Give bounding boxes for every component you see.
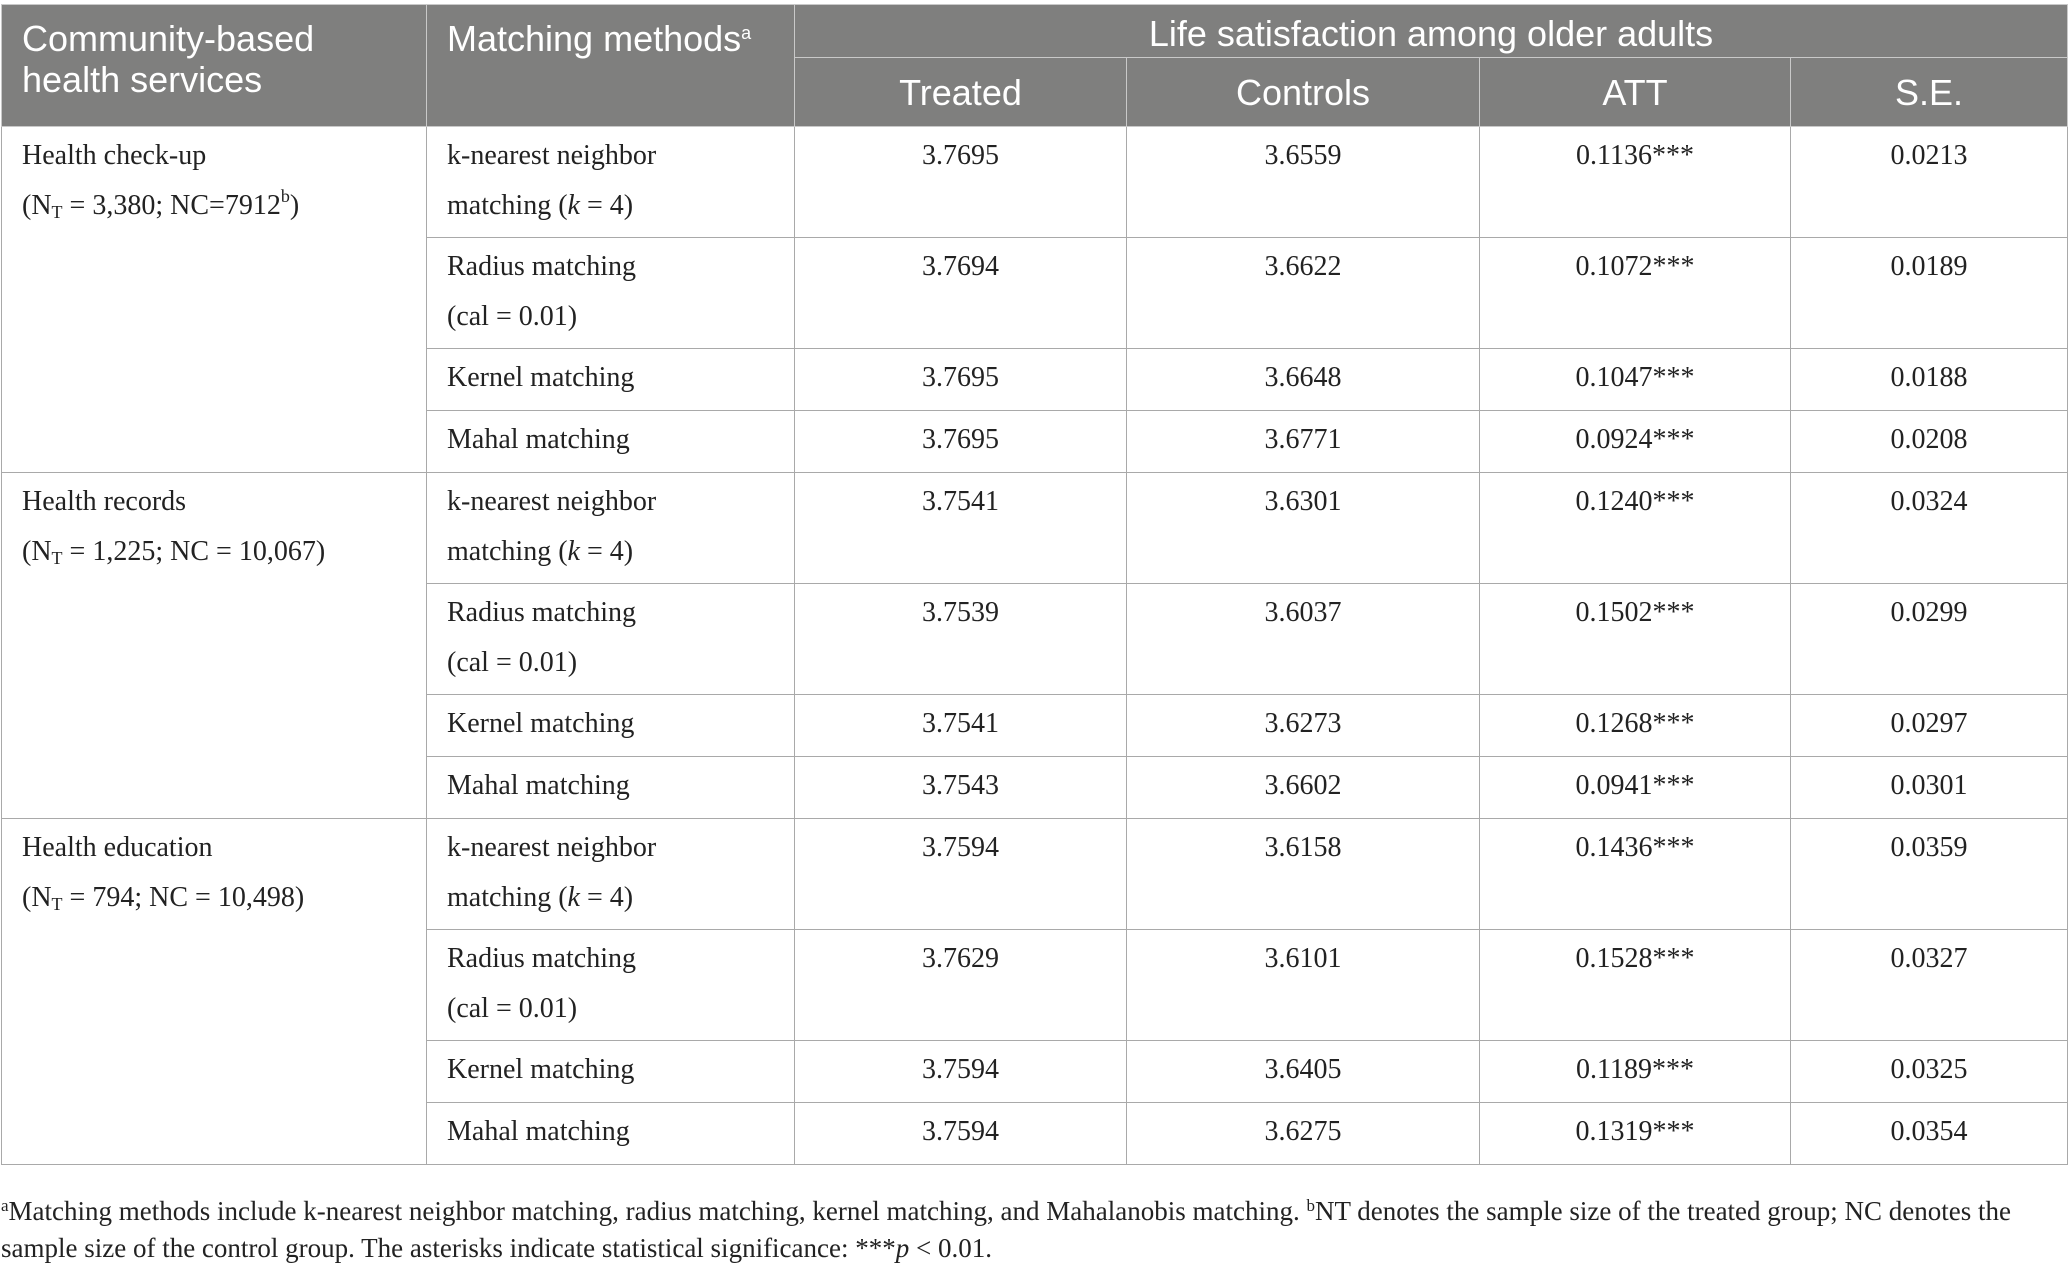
method-name: Radius matching [447, 597, 636, 628]
table-row [2, 127, 2068, 238]
method-name: k-nearest neighbor [447, 140, 657, 171]
method-name: Kernel matching [447, 362, 635, 393]
treated-value: 3.7695 [795, 349, 1127, 411]
att-value: 0.1136*** [1480, 127, 1791, 238]
att-value: 0.1436*** [1480, 819, 1791, 930]
method-param: matching ( [447, 190, 568, 221]
subscript-t: T [51, 548, 63, 568]
footnote-a-mark: a [1, 1196, 9, 1215]
method-cell [427, 584, 795, 695]
controls-value: 3.6622 [1127, 238, 1480, 349]
method-param: (cal = 0.01) [447, 647, 578, 678]
method-cell [427, 238, 795, 349]
controls-value: 3.6648 [1127, 349, 1480, 411]
se-value: 0.0359 [1791, 819, 2068, 930]
se-value: 0.0188 [1791, 349, 2068, 411]
att-value: 0.1240*** [1480, 473, 1791, 584]
treated-n: 794 [92, 882, 135, 913]
method-name: Mahal matching [447, 424, 630, 455]
att-value: 0.1189*** [1480, 1041, 1791, 1103]
method-cell [427, 930, 795, 1041]
service-sample-sizes: ($N_T = 1,225$; NC = 10,067) [22, 536, 326, 568]
controls-value: 3.6771 [1127, 411, 1480, 473]
method-param: (cal = 0.01) [447, 993, 578, 1024]
header-se: S.E. [1791, 58, 2068, 127]
se-value: 0.0213 [1791, 127, 2068, 238]
footnote-b-mark: b [1306, 1196, 1315, 1215]
service-sample-sizes: ($N_T = 794$; NC = 10,498) [22, 882, 305, 914]
method-param: (cal = 0.01) [447, 301, 578, 332]
method-name: Radius matching [447, 251, 636, 282]
treated-value: 3.7695 [795, 127, 1127, 238]
footnote-b-text: NT denotes the sample size of the treated group; NC denotes the sample size of the control group. The asterisks indicate statistical significance: *** [1, 1196, 2012, 1263]
method-param: = 4) [579, 190, 634, 221]
method-cell [427, 695, 795, 757]
method-cell [427, 1103, 795, 1165]
method-param: = 4) [579, 536, 634, 567]
treated-value: 3.7539 [795, 584, 1127, 695]
method-name: Radius matching [447, 943, 636, 974]
method-name: Kernel matching [447, 1054, 635, 1085]
method-param-k: k [567, 536, 580, 567]
controls-value: 3.6158 [1127, 819, 1480, 930]
att-value: 0.1319*** [1480, 1103, 1791, 1165]
table-footnote [1, 1193, 2051, 1267]
se-value: 0.0325 [1791, 1041, 2068, 1103]
method-cell [427, 349, 795, 411]
service-cell [2, 473, 427, 819]
se-value: 0.0354 [1791, 1103, 2068, 1165]
treated-value: 3.7629 [795, 930, 1127, 1041]
treated-value: 3.7694 [795, 238, 1127, 349]
method-cell [427, 411, 795, 473]
treated-value: 3.7543 [795, 757, 1127, 819]
se-value: 0.0324 [1791, 473, 2068, 584]
method-name: Mahal matching [447, 770, 630, 801]
se-value: 0.0301 [1791, 757, 2068, 819]
att-value: 0.0924*** [1480, 411, 1791, 473]
service-name: Health records [22, 486, 187, 517]
treated-n: 3,380 [92, 190, 156, 221]
method-param: matching ( [447, 536, 568, 567]
header-controls: Controls [1127, 58, 1480, 127]
method-name: k-nearest neighbor [447, 832, 657, 863]
header-method-sup: a [741, 23, 752, 43]
se-value: 0.0327 [1791, 930, 2068, 1041]
controls-value: 3.6602 [1127, 757, 1480, 819]
method-cell [427, 473, 795, 584]
footnote-a-text: Matching methods include k-nearest neighbor matching, radius matching, kernel matching, and Mahalanobis matching. [8, 1196, 1307, 1226]
method-cell [427, 127, 795, 238]
service-cell [2, 819, 427, 1165]
controls-value: 3.6037 [1127, 584, 1480, 695]
table-row [2, 473, 2068, 584]
control-n: 7912 [224, 190, 281, 221]
footnote-p-symbol: p [895, 1233, 910, 1263]
se-value: 0.0189 [1791, 238, 2068, 349]
header-method [427, 5, 795, 127]
method-cell [427, 757, 795, 819]
method-cell [427, 819, 795, 930]
method-name: Mahal matching [447, 1116, 630, 1147]
controls-value: 3.6301 [1127, 473, 1480, 584]
treated-value: 3.7594 [795, 1103, 1127, 1165]
psm-results-table [1, 4, 2068, 1165]
att-value: 0.1528*** [1480, 930, 1791, 1041]
table-body [2, 127, 2068, 1165]
header-group-life-satisfaction: Life satisfaction among older adults [795, 5, 2068, 58]
controls-value: 3.6275 [1127, 1103, 1480, 1165]
treated-value: 3.7594 [795, 1041, 1127, 1103]
subscript-t: T [51, 894, 63, 914]
se-value: 0.0299 [1791, 584, 2068, 695]
header-att: ATT [1480, 58, 1791, 127]
att-value: 0.0941*** [1480, 757, 1791, 819]
controls-value: 3.6559 [1127, 127, 1480, 238]
method-param-k: k [567, 190, 580, 221]
se-value: 0.0297 [1791, 695, 2068, 757]
method-cell [427, 1041, 795, 1103]
service-cell [2, 127, 427, 473]
controls-value: 3.6405 [1127, 1041, 1480, 1103]
header-method-text: Matching methods [447, 18, 742, 59]
treated-n: 1,225 [92, 536, 156, 567]
treated-value: 3.7541 [795, 473, 1127, 584]
header-service: Community-based health services [2, 5, 427, 127]
method-param: = 4) [579, 882, 634, 913]
treated-value: 3.7541 [795, 695, 1127, 757]
service-name: Health check-up [22, 140, 207, 171]
method-param-k: k [567, 882, 580, 913]
method-param: matching ( [447, 882, 568, 913]
method-name: Kernel matching [447, 708, 635, 739]
subscript-t: T [51, 202, 63, 222]
control-n: 10,498 [217, 882, 295, 913]
controls-value: 3.6273 [1127, 695, 1480, 757]
att-value: 0.1072*** [1480, 238, 1791, 349]
att-value: 0.1268*** [1480, 695, 1791, 757]
service-name: Health education [22, 832, 213, 863]
footnote-p-text: < 0.01. [909, 1233, 992, 1263]
control-n: 10,067 [238, 536, 316, 567]
method-name: k-nearest neighbor [447, 486, 657, 517]
service-sample-sizes: ($N_T = 3,380$; $NC=7912^b$) [22, 186, 300, 222]
control-n-sup: b [280, 186, 290, 206]
controls-value: 3.6101 [1127, 930, 1480, 1041]
treated-value: 3.7594 [795, 819, 1127, 930]
treated-value: 3.7695 [795, 411, 1127, 473]
att-value: 0.1502*** [1480, 584, 1791, 695]
table-row [2, 819, 2068, 930]
att-value: 0.1047*** [1480, 349, 1791, 411]
header-treated: Treated [795, 58, 1127, 127]
se-value: 0.0208 [1791, 411, 2068, 473]
